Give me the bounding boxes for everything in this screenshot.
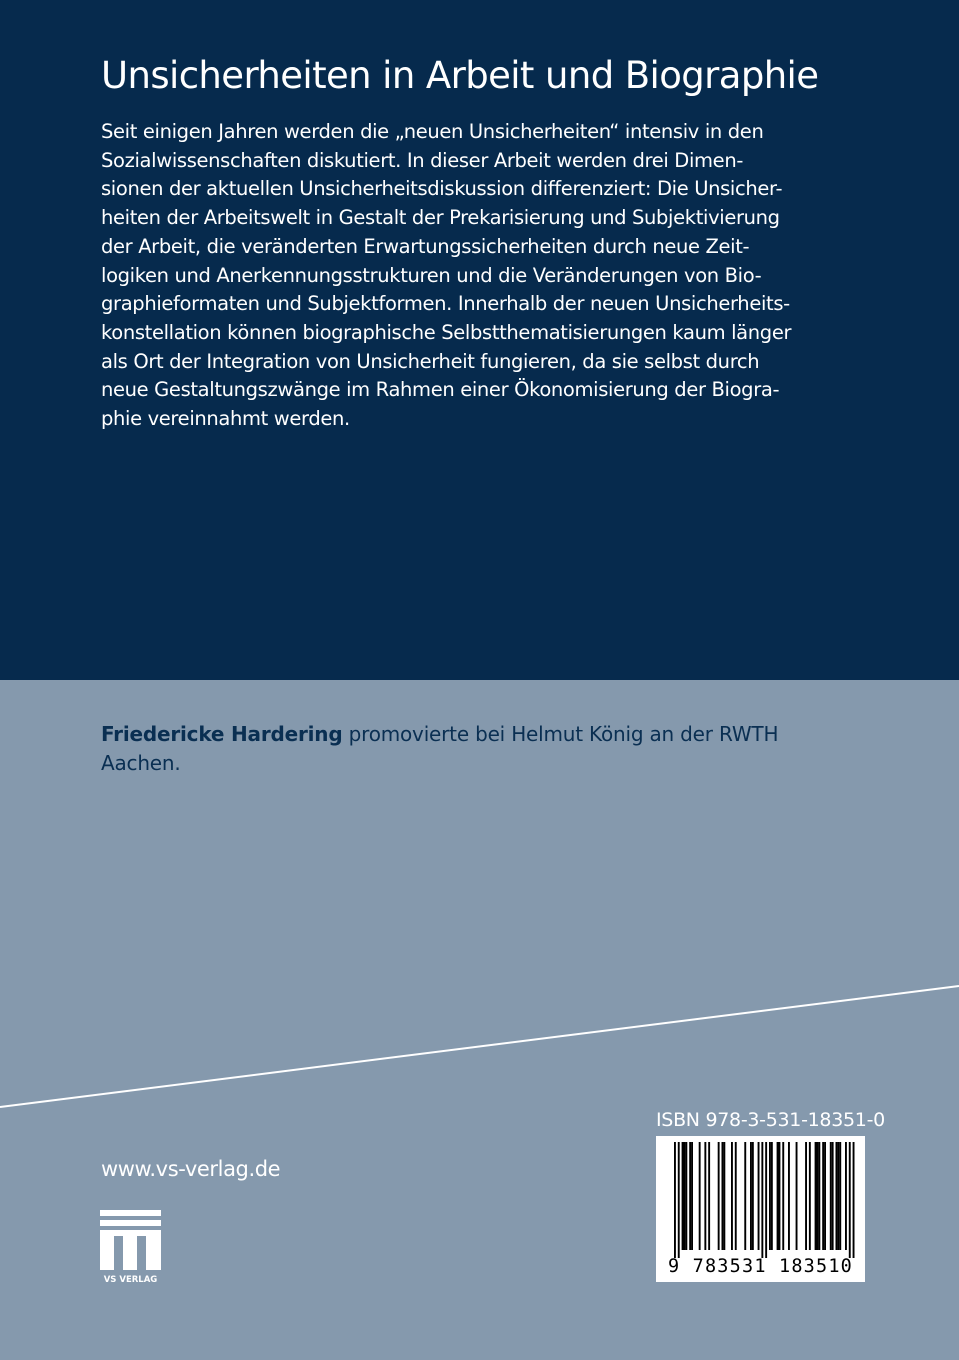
barcode-bar xyxy=(731,1142,733,1250)
abstract-line: heiten der Arbeitswelt in Gestalt der Prekarisierung und Subjektivierung xyxy=(101,206,780,230)
barcode-bar xyxy=(822,1142,824,1250)
abstract-line: logiken und Anerkennungsstrukturen und die Veränderungen von Bio- xyxy=(101,263,762,287)
author-name: Friedericke Hardering xyxy=(101,722,343,746)
barcode-bar xyxy=(830,1142,832,1250)
barcode-bar xyxy=(674,1142,676,1258)
abstract-line: phie vereinnahmt werden. xyxy=(101,407,350,431)
barcode-bar xyxy=(815,1142,817,1250)
barcode-bar xyxy=(782,1142,784,1250)
author-bio-line-1 xyxy=(101,720,861,749)
isbn: ISBN 978-3-531-18351-0 xyxy=(656,1109,885,1131)
abstract-line: sionen der aktuellen Unsicherheitsdiskussion differenziert: Die Unsicher- xyxy=(101,177,783,201)
barcode-bar xyxy=(722,1142,724,1250)
abstract xyxy=(101,118,861,434)
barcode-bar xyxy=(805,1142,807,1250)
barcode-bar xyxy=(685,1142,687,1250)
barcode-bar xyxy=(744,1142,746,1250)
barcode-bar xyxy=(723,1142,725,1250)
barcode-bar xyxy=(809,1142,811,1250)
barcode-bar xyxy=(689,1142,691,1250)
vs-verlag-logo xyxy=(100,1210,162,1284)
barcode-bar xyxy=(777,1142,779,1250)
logo-wordmark: VS VERLAG xyxy=(103,1275,158,1284)
author-bio xyxy=(101,720,861,778)
barcode xyxy=(656,1136,865,1282)
barcode-bar xyxy=(771,1142,773,1250)
barcode-bar xyxy=(837,1142,839,1250)
barcode-bar xyxy=(853,1142,855,1258)
barcode-bar xyxy=(699,1142,701,1250)
barcode-bar xyxy=(735,1142,737,1250)
barcode-bar xyxy=(817,1142,819,1250)
book-title: Unsicherheiten in Arbeit und Biographie xyxy=(101,54,819,97)
barcode-bar xyxy=(682,1142,684,1250)
abstract-line: neue Gestaltungszwänge im Rahmen einer Ökonomisierung der Biogra- xyxy=(101,378,780,402)
barcode-bar xyxy=(750,1142,752,1250)
barcode-bar xyxy=(691,1142,693,1250)
barcode-bar xyxy=(761,1142,763,1258)
barcode-bar xyxy=(678,1142,680,1258)
barcode-bar xyxy=(796,1142,798,1250)
barcode-digits: 9 783531 183510 xyxy=(667,1256,854,1277)
barcode-bar xyxy=(818,1142,820,1250)
barcode-bar xyxy=(839,1142,841,1250)
barcode-bar xyxy=(718,1142,720,1250)
abstract-line: Seit einigen Jahren werden die „neuen Unsicherheiten“ intensiv in den xyxy=(101,120,764,143)
abstract-line: konstellation können biographische Selbstthematisierungen kaum länger xyxy=(101,320,792,344)
barcode-bar xyxy=(824,1142,826,1250)
publisher-url: www.vs-verlag.de xyxy=(101,1157,281,1181)
barcode-bar xyxy=(832,1142,834,1250)
barcode-bar xyxy=(704,1142,706,1250)
barcode-bar xyxy=(788,1142,790,1250)
abstract-line: graphieformaten und Subjektformen. Innerhalb der neuen Unsicherheits- xyxy=(101,292,790,316)
barcode-bar xyxy=(836,1142,838,1250)
abstract-line: der Arbeit, die veränderten Erwartungssicherheiten durch neue Zeit- xyxy=(101,234,750,258)
barcode-bar xyxy=(684,1142,686,1250)
barcode-bar xyxy=(765,1142,767,1258)
author-bio-text: promovierte bei Helmut König an der RWTH xyxy=(342,722,779,746)
barcode-bar xyxy=(752,1142,754,1250)
barcode-bar xyxy=(779,1142,781,1250)
barcode-bar xyxy=(769,1142,771,1250)
author-bio-line-2: Aachen. xyxy=(101,751,181,775)
barcode-bar xyxy=(708,1142,710,1250)
barcode-bar xyxy=(758,1142,760,1250)
barcode-bar xyxy=(845,1142,847,1250)
abstract-line: als Ort der Integration von Unsicherheit fungieren, da sie selbst durch xyxy=(101,349,760,373)
abstract-line: Sozialwissenschaften diskutiert. In dieser Arbeit werden drei Dimen- xyxy=(101,148,744,172)
barcode-bar xyxy=(849,1142,851,1258)
